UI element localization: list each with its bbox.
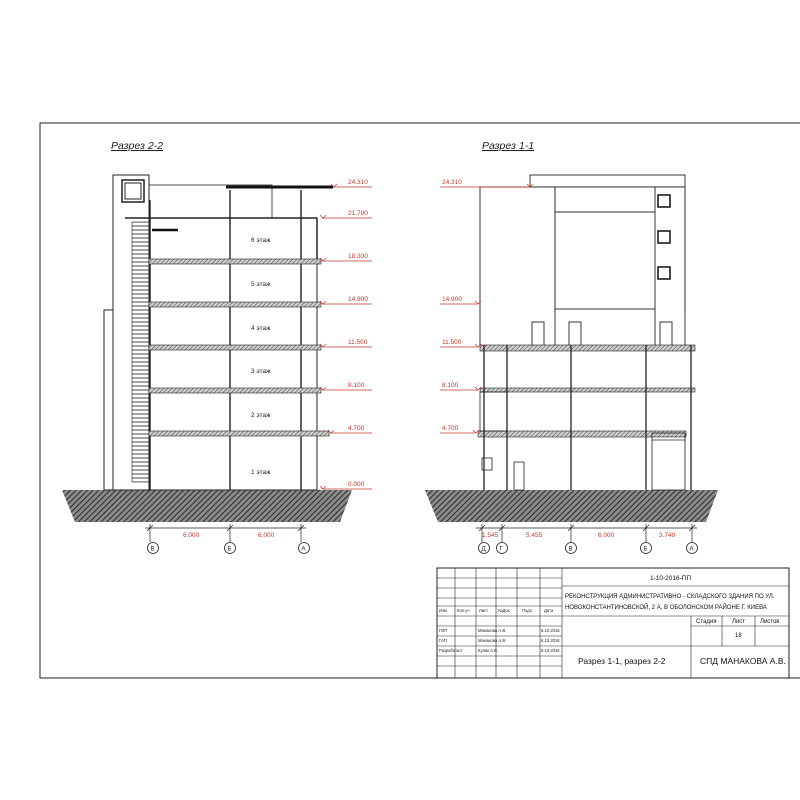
tb-header: Подп bbox=[522, 608, 532, 613]
shaft-wall bbox=[104, 310, 113, 490]
axis-label: В bbox=[150, 546, 155, 553]
tb-sheet-title: Разрез 1-1, разрез 2-2 bbox=[578, 656, 666, 666]
level-marks-a bbox=[320, 184, 372, 489]
tb-date: 6.10.2016 bbox=[541, 628, 560, 633]
floor-label: 6 этаж bbox=[251, 237, 271, 244]
dimension-label: 6.000 bbox=[598, 532, 615, 539]
ground-hatch bbox=[62, 490, 352, 522]
floor-label: 2 этаж bbox=[251, 412, 271, 419]
floor-label: 4 этаж bbox=[251, 325, 271, 332]
dimension-label: 6.000 bbox=[258, 532, 275, 539]
tb-name: Кулик А.В. bbox=[478, 648, 499, 653]
tb-name: Манакова А.В. bbox=[478, 628, 507, 633]
tb-header: Изм bbox=[439, 608, 447, 613]
level-label: 18.300 bbox=[348, 253, 368, 260]
axis-label: А bbox=[689, 546, 694, 553]
level-label: 11.500 bbox=[348, 339, 368, 346]
axis-label: В bbox=[568, 546, 573, 553]
axis-label: Б bbox=[227, 546, 232, 553]
level-label: 8.100 bbox=[348, 382, 365, 389]
tb-header: №Док bbox=[498, 608, 510, 613]
columns-b bbox=[484, 345, 691, 490]
dimension-label: 1.545 bbox=[482, 532, 499, 539]
tb-header: Дата bbox=[544, 608, 554, 613]
lower-details bbox=[480, 392, 685, 490]
level-label: 24.310 bbox=[442, 179, 462, 186]
slabs-b bbox=[478, 345, 695, 437]
tb-company: СПД МАНАКОВА А.В. bbox=[700, 656, 786, 666]
axis-label: Д bbox=[481, 546, 486, 553]
level-label: 4.700 bbox=[442, 425, 459, 432]
stair-tower bbox=[113, 175, 149, 490]
level-label: 24.310 bbox=[348, 179, 368, 186]
tb-sheets-label: Листов bbox=[760, 619, 780, 625]
floor-label: 1 этаж bbox=[251, 469, 271, 476]
floor-label: 5 этаж bbox=[251, 281, 271, 288]
tb-sheet-label: Лист bbox=[732, 619, 746, 625]
section-1-1 bbox=[425, 140, 718, 554]
tb-role: ГИП bbox=[439, 628, 448, 633]
axis-label: А bbox=[301, 546, 306, 553]
level-label: 14.900 bbox=[348, 296, 368, 303]
level-label: 11.500 bbox=[442, 339, 462, 346]
axis-label: Б bbox=[643, 546, 648, 553]
level-label: 14.900 bbox=[442, 296, 462, 303]
tb-date: 6.10.2016 bbox=[541, 648, 560, 653]
tb-header: Кол.уч bbox=[457, 608, 470, 613]
tb-project: НОВОКОНСТАНТИНОВСКОЙ, 2 А, В ОБОЛОНСКОМ РАЙОНЕ Г. КИЕВА bbox=[565, 605, 767, 611]
tb-date: 6.10.2016 bbox=[541, 638, 560, 643]
tb-project: РЕКОНСТРУКЦИЯ АДМИНИСТРАТИВНО - СКЛАДСКОГО ЗДАНИЯ ПО УЛ. bbox=[565, 594, 775, 600]
upper-mass bbox=[480, 175, 685, 347]
level-label: 0.000 bbox=[348, 481, 365, 488]
tb-header: Лист bbox=[479, 608, 489, 613]
section-b-title: Разрез 1-1 bbox=[482, 140, 535, 152]
section-2-2 bbox=[62, 140, 372, 554]
level-label: 21.700 bbox=[348, 210, 368, 217]
ground-hatch bbox=[425, 490, 718, 522]
tb-code: 1-10-2016-ПП bbox=[650, 575, 692, 582]
dimension-label: 3.740 bbox=[659, 532, 676, 539]
dimension-label: 6.000 bbox=[183, 532, 200, 539]
building-frame bbox=[125, 185, 333, 490]
floor-label: 3 этаж bbox=[251, 368, 271, 375]
title-block bbox=[437, 568, 789, 678]
tb-stage-label: Стадия bbox=[696, 619, 717, 625]
dimension-label: 5.455 bbox=[526, 532, 543, 539]
tb-sheet-number: 18 bbox=[735, 633, 742, 639]
facade-windows bbox=[658, 195, 670, 279]
tb-name: Манакова А.В. bbox=[478, 638, 507, 643]
level-label: 4.700 bbox=[348, 425, 365, 432]
section-a-title: Разрез 2-2 bbox=[111, 140, 164, 152]
tb-role: Разработал bbox=[439, 648, 462, 653]
axis-label: Г bbox=[499, 546, 503, 553]
level-label: 8.100 bbox=[442, 382, 459, 389]
tb-role: ГАП bbox=[439, 638, 447, 643]
dimension-line-a bbox=[145, 524, 306, 542]
